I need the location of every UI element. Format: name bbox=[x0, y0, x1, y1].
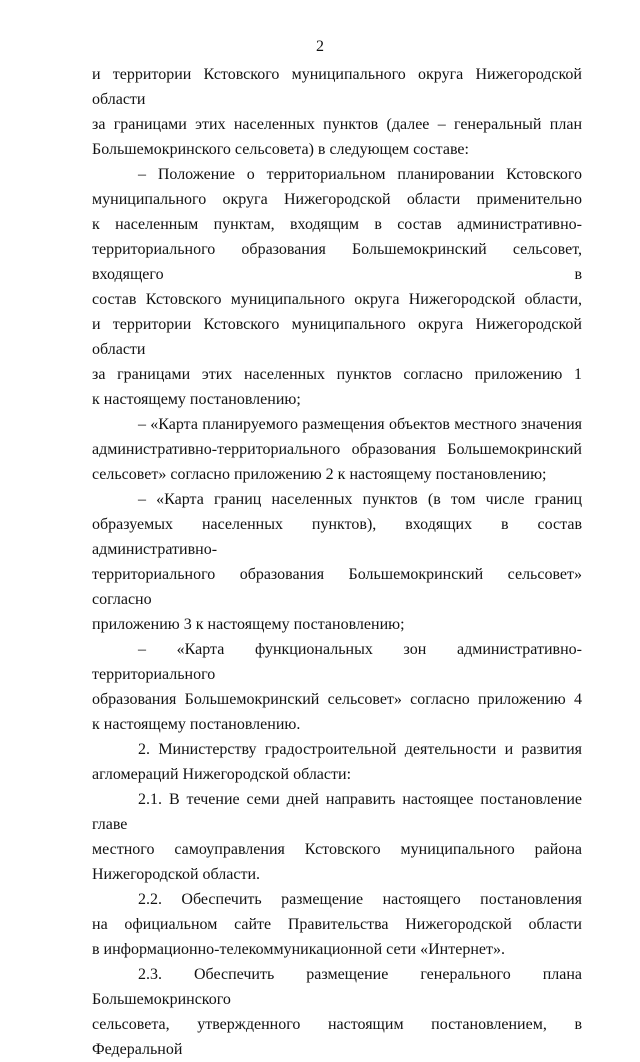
text-line: муниципального округа Нижегородской области применительно bbox=[92, 191, 582, 208]
text-line: 2.3. Обеспечить размещение генерального плана Большемокринского bbox=[92, 966, 582, 1008]
text-line: 2.1. В течение семи дней направить настоящее постановление главе bbox=[92, 791, 582, 833]
text-line: к настоящему постановлению. bbox=[92, 716, 301, 733]
text-line: 2. Министерству градостроительной деятельности и развития bbox=[138, 741, 582, 758]
text-line: в информационно-телекоммуникационной сети «Интернет». bbox=[92, 941, 505, 958]
text-line: и территории Кстовского муниципального округа Нижегородской области bbox=[92, 316, 582, 358]
document-body bbox=[92, 62, 582, 1062]
text-line: территориального образования Большемокринский сельсовет» согласно bbox=[92, 566, 582, 608]
text-line: к настоящему постановлению; bbox=[92, 391, 301, 408]
text-line: – «Карта границ населенных пунктов (в том числе границ bbox=[138, 491, 582, 508]
text-line: – «Карта планируемого размещения объектов местного значения bbox=[138, 416, 582, 433]
text-line: и территории Кстовского муниципального округа Нижегородской области bbox=[92, 66, 582, 108]
text-line: сельсовета, утвержденного настоящим постановлением, в Федеральной bbox=[92, 1016, 582, 1058]
text-line: – «Карта функциональных зон административно-территориального bbox=[92, 641, 582, 683]
text-line: – Положение о территориальном планировании Кстовского bbox=[138, 166, 582, 183]
text-line: 2.2. Обеспечить размещение настоящего постановления bbox=[138, 891, 582, 908]
text-line: на официальном сайте Правительства Нижегородской области bbox=[92, 916, 582, 933]
text-line: образуемых населенных пунктов), входящих в состав административно- bbox=[92, 516, 582, 558]
text-line: за границами этих населенных пунктов согласно приложению 1 bbox=[92, 366, 582, 383]
text-line: приложению 3 к настоящему постановлению; bbox=[92, 616, 405, 633]
text-line: агломераций Нижегородской области: bbox=[92, 766, 352, 783]
text-line: административно-территориального образования Большемокринский bbox=[92, 441, 582, 458]
page-number: 2 bbox=[316, 38, 324, 55]
text-line: образования Большемокринский сельсовет» согласно приложению 4 bbox=[92, 691, 582, 708]
text-line: территориального образования Большемокринский сельсовет, входящего в bbox=[92, 241, 582, 283]
text-line: за границами этих населенных пунктов (далее – генеральный план bbox=[92, 116, 582, 133]
text-line: к населенным пунктам, входящим в состав административно- bbox=[92, 216, 582, 233]
text-line: местного самоуправления Кстовского муниципального района bbox=[92, 841, 582, 858]
text-line: сельсовет» согласно приложению 2 к настоящему постановлению; bbox=[92, 466, 547, 483]
text-line: Нижегородской области. bbox=[92, 866, 261, 883]
text-line: состав Кстовского муниципального округа Нижегородской области, bbox=[92, 291, 582, 308]
text-line: Большемокринского сельсовета) в следующем составе: bbox=[92, 141, 469, 158]
